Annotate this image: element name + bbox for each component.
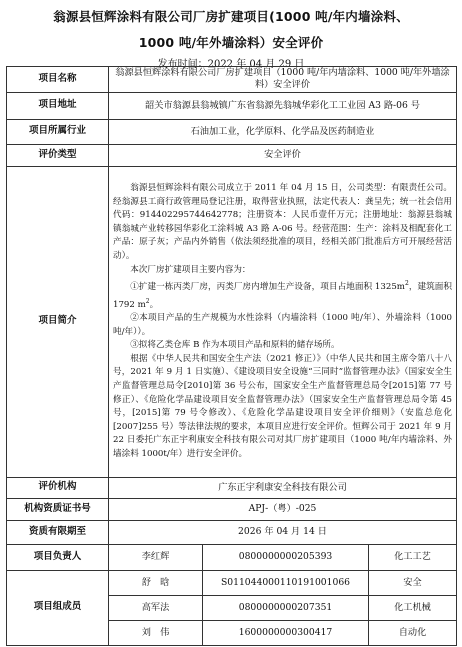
summary-item-2: ②本项目产品的生产规模为水性涂料（内墙涂料（1000 吨/年）、外墙涂料（1000 吨/年））。 [113, 313, 453, 337]
value-cert-no: APJ-（粤）-025 [109, 498, 457, 520]
value-agency: 广东正宇利康安全科技有限公司 [109, 477, 457, 498]
member-cert: S011044000110191001066 [203, 570, 369, 595]
row-eval-type [7, 144, 457, 166]
label-valid-until: 资质有限期至 [7, 520, 109, 544]
row-valid-until [7, 520, 457, 544]
row-cert-no [7, 498, 457, 520]
summary-paragraph-company: 翁源县恒辉涂料有限公司成立于 2011 年 04 月 15 日，公司类型：有限责任公司。经翁源县工商行政管理局登记注册，取得营业执照，法定代表人：龚呈先；统一社会信用代码：914402295744642778；注册资本：人民币壹仟万元；注册地址：翁源县翁城镇翁城产业转移园华彩化工涂料城 A3 路 A-06 号。经营范围：生产：涂料及相配套化工产品：原子灰；产品内外销售（依法须经批准的项目，经相关部门批准后方可开展经营活动）。 [113, 183, 453, 262]
label-cert-no: 机构资质证书号 [7, 498, 109, 520]
area-unit-superscript-1: 2 [404, 280, 409, 288]
summary-item-1-text-a: ①扩建一栋丙类厂房，丙类厂房内增加生产设备，项目占地面积 1325m [130, 282, 405, 293]
label-eval-type: 评价类型 [7, 144, 109, 166]
value-industry: 石油加工业，化学原料、化学品及医药制造业 [109, 119, 457, 144]
summary-item-1-text-b: ，建筑面积 1792 m [113, 282, 452, 310]
leader-cert: 0800000000205393 [203, 544, 369, 570]
row-leader [7, 544, 457, 570]
member-name: 舒 晗 [109, 570, 203, 595]
member-cert: 0800000000207351 [203, 595, 369, 620]
member-cert: 1600000000300417 [203, 620, 369, 645]
value-eval-type: 安全评价 [109, 144, 457, 166]
value-summary [109, 166, 457, 477]
row-summary [7, 166, 457, 477]
summary-item-3: ③拟将乙类仓库 B 作为本项目产品和原料的储存场所。 [130, 340, 340, 351]
summary-item-1 [113, 277, 452, 312]
publish-date: 发布时间：2022 年 04 月 29 日 [157, 59, 305, 70]
info-table [6, 66, 457, 646]
label-summary: 项目简介 [7, 166, 109, 477]
label-leader: 项目负责人 [7, 544, 109, 570]
member-field: 自动化 [369, 620, 457, 645]
row-project-address [7, 92, 457, 119]
label-members: 项目组成员 [7, 570, 109, 645]
member-name: 高军法 [109, 595, 203, 620]
summary-item-1-text-c: 。 [149, 299, 159, 310]
row-project-name [7, 67, 457, 93]
row-industry [7, 119, 457, 144]
label-project-address: 项目地址 [7, 92, 109, 119]
member-field: 安全 [369, 570, 457, 595]
summary-paragraph-scope: 本次厂房扩建项目主要内容为： [130, 264, 251, 275]
label-agency: 评价机构 [7, 477, 109, 498]
document-title-line-2: 1000 吨/年外墙涂料）安全评价 [138, 35, 324, 50]
leader-field: 化工工艺 [369, 544, 457, 570]
leader-name: 李红辉 [109, 544, 203, 570]
label-industry: 项目所属行业 [7, 119, 109, 144]
document-title-line-1: 翁源县恒辉涂料有限公司厂房扩建项目(1000 吨/年内墙涂料、 [53, 9, 409, 24]
area-unit-superscript-2: 2 [145, 297, 150, 305]
value-valid-until: 2026 年 04 月 14 日 [109, 520, 457, 544]
value-project-name: 翁源县恒辉涂料有限公司厂房扩建项目（1000 吨/年内墙涂料、1000 吨/年外墙涂料）安全评价 [109, 67, 457, 93]
label-project-name: 项目名称 [7, 67, 109, 93]
row-agency [7, 477, 457, 498]
value-project-address: 韶关市翁源县翁城镇广东省翁源先翁城华彩化工工业园 A3 路-06 号 [109, 92, 457, 119]
member-row [7, 570, 457, 595]
member-field: 化工机械 [369, 595, 457, 620]
summary-paragraph-legal-basis: 根据《中华人民共和国安全生产法（2021 修正）》（中华人民共和国主席令第八十八号，2021 年 9 月 1 日实施）、《建设项目安全设施“三同时”监督管理办法》（国家安全生产监督管理总局令[2010]第 36 号公布，国家安全生产监督管理总局令[2015]第 77 号修正）、《危险化学品建设项目安全监督管理办法》（国家安全生产监督管理总局令第 45 号，[2015]第 79 号令修改）、《危险化学品建设项目安全评价细则》（安监总危化[2007]255 号）等法律法规的要求，本项目应进行安全评价。恒辉公司于 2021 年 9 月 22 日委托广东正宇利康安全科技有限公司对其厂房扩建项目（1000 吨/年内墙涂料、外墙涂料 1000t/年）进行安全评价。 [113, 353, 453, 460]
member-name: 刘 伟 [109, 620, 203, 645]
